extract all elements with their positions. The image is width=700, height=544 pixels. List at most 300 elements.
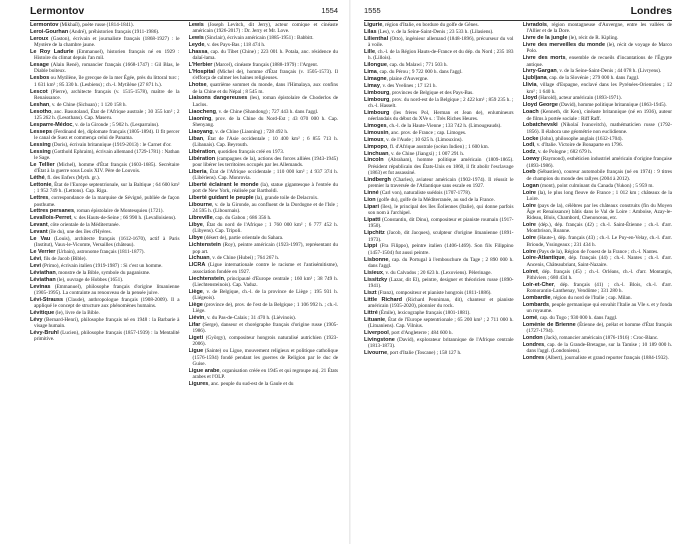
entry-definition: , quatrième sommet du monde, dans l'Himalaya, aux confins de la Chine et du Népal ; 8 545 m. [192,82,338,95]
entry-headword: Lescot [30,88,48,95]
entry-headword: Ligeti [188,335,204,342]
entry-definition: (Ligue internationale contre le racisme et l'antisémitisme), association fondée en 1927. [192,262,338,275]
entry-definition: (Haute-), dép. français (43) ; ch.-l. Le Puy-en-Velay, ch.-l. d'arr. Brioude, Yssingeaux ; 231 434 h. [526,235,672,248]
dictionary-entry [189,276,339,289]
dictionary-entry [523,342,673,355]
entry-definition: , monstre de la Bible, symbole du paganisme. [55,269,151,276]
entry-definition: (pays de la), célèbres par les châteaux construits (fin du Moyen Âge et Renaissance) bâtis dans le Val de Loire : Amboise, Azay-le-Rideau, Blois, Chambord, Chenonceau, etc. [526,202,672,222]
entry-headword: Lipatti [364,217,381,224]
entry-headword: London [522,335,543,342]
entry-definition: , cap. du Malawi ; 771 503 h. [386,62,448,69]
entry-headword: Liaisons dangereuses [188,95,248,102]
dictionary-entry [523,149,673,155]
entry-definition: (Bernard-Henri), philosophe français né en 1948 : la Barbarie à visage humain. [34,316,180,330]
entry-definition: (désert de), partie orientale du Sahara. [202,235,284,242]
right-page-number: 1555 [364,6,381,15]
dictionary-entry [523,75,673,81]
dictionary-entry [364,130,514,136]
entry-headword: Levallois-Perret [30,215,72,222]
entry-headword: Lettres persanes [30,208,75,215]
dictionary-entry [364,123,514,129]
entry-definition: (le), livre de la Bible. [54,309,100,316]
dictionary-entry [523,169,673,182]
entry-headword: Libye [188,222,203,229]
entry-definition: (Sébastien), coureur automobile français (né en 1974) : 9 titres de champion du monde des rallyes (2004 à 2012). [526,169,672,182]
dictionary-entry [523,322,673,335]
dictionary-entry [189,109,339,115]
entry-definition: (Harold), acteur américain (1893-1971). [537,95,622,102]
dictionary-entry [189,322,339,335]
entry-headword: Livry-Gargan [522,68,557,75]
right-page [350,0,700,544]
entry-headword: Le Verrier [30,249,56,256]
dictionary-entry [30,263,180,269]
left-page-columns [30,22,338,538]
dictionary-entry [189,242,339,255]
entry-headword: Loach [522,109,539,116]
entry-definition: (Nikolaï Ivanovitch), mathématicien russe (1792-1856). Il élabora une géométrie non euclidienne. [526,122,672,135]
entry-definition: (Joseph Levitch, dit Jerry), acteur comique et cinéaste américain (1926-2017) : Dr. Jerry et Mr. Love. [192,22,338,35]
entry-definition: (Jacob, dit Jacques), sculpteur d'origine lituanienne (1891-1973). [368,230,514,243]
entry-headword: Lodz [522,149,536,156]
entry-definition: (campagnes de la), actions des forces alliées (1943-1945) pour libérer les territoires occupés par les Allemands. [192,155,338,168]
entry-headword: Limbourg [364,109,390,116]
header-rule [30,20,338,21]
entry-headword: Loire [522,189,536,196]
dictionary-entry [189,95,339,108]
dictionary-entry [523,109,673,122]
entry-definition: (Roy), peintre américain (1923-1997), représentant du pop art. [192,242,338,255]
entry-definition: (îles), le principal des îles Éoliennes (Italie), qui donne parfois son nom à l'archipel. [368,203,514,217]
dictionary-entry [364,157,514,176]
entry-headword: Libye [188,235,203,242]
entry-headword: Lichtenstein [188,242,221,249]
entry-definition: (David), explorateur britannique de l'Afrique centrale (1813-1873). [368,336,514,350]
entry-headword: Liberté éclairant le monde [188,182,259,189]
entry-headword: Lesparre-Médoc [30,121,73,128]
entry-definition: , anc. peuple du sud-est de la Gaule et du [208,381,294,388]
entry-definition: , v. de la Seine-Saint-Denis ; 44 078 h. (Livryens). [556,68,662,75]
entry-definition: (Urbain), astronome français (1811-1877). [55,249,145,256]
entry-definition: (Gaston), écrivain et journaliste français (1868-1927) : le Mystère de la chambre jaune. [34,35,180,49]
entry-definition: (Ferdinand de), diplomate français (1805-1894). Il fit percer le canal de Suez et commença celui de Panama. [34,128,180,141]
entry-headword: Limousin [364,129,389,136]
entry-headword: Libourne [188,202,213,209]
dictionary-entry [523,235,673,248]
entry-headword: Ljubljana [522,75,547,82]
entry-headword: Lindbergh [364,176,391,183]
entry-headword: L'Herbier [188,62,213,69]
dictionary-entry [523,156,673,169]
entry-definition: (Lazar, dit El), peintre, designer et théoricien russe (1890-1941). [368,276,514,290]
entry-headword: Lloyd George [522,102,558,109]
entry-definition: , cap. du Gabon ; 686 356 h. [212,215,272,222]
dictionary-entry [189,149,339,155]
entry-headword: Lille [364,48,376,55]
entry-definition: , fl. d'Afrique australe (océan Indien) ; 1 600 km. [387,143,489,150]
entry-definition: , v. d'Italie. Victoire de Bonaparte en 1796. [534,142,623,149]
entry-definition: , prov. de la Chine du Nord-Est ; 43 070 000 h. Cap. Shenyang. [192,115,338,128]
left-page-header [30,5,338,19]
entry-headword: Lisbonne [364,256,389,263]
dictionary-entry [364,330,514,336]
entry-headword: Loeb [522,169,536,176]
dictionary-entry [523,95,673,101]
right-page-header [364,5,672,19]
entry-headword: Lincoln [364,157,384,164]
entry-headword: Levant [30,229,48,236]
entry-definition: (île du), une des îles d'Hyères. [47,229,112,236]
entry-definition: , dép. français (45) ; ch.-l. Orléans, ch.-l. d'arr. Montargis, Pithiviers ; 680 434 h. [526,268,672,281]
entry-definition: , anc. prov. de France ; cap. Limoges. [388,129,467,136]
entry-headword: Livre de la jungle [522,35,568,42]
entry-definition: (Primo), écrivain italien (1919-1987) : Si c'est un homme. [41,262,163,269]
entry-definition: , cap. du Togo ; 930 000 h. dans l'aggl. [537,315,618,322]
entry-definition: (Michel), homme d'État français (1603-1685). Secrétaire d'État à la guerre sous Louis XIV. Père de Louvois. [34,161,180,175]
entry-headword: Loire-Atlantique [522,255,565,262]
dictionary-entry [523,142,673,148]
entry-definition: , peuple germanique qui envahit l'Italie au VIe s. et y fonda un royaume. [526,301,672,315]
entry-headword: Liberia [188,168,207,175]
entry-definition: (Richard Penniman, dit), chanteur et pianiste américain (1935-2020), pionnier du rock. [368,296,514,310]
entry-headword: Liaoning [188,115,212,122]
entry-headword: Le Vau [30,235,51,242]
entry-headword: Libération [188,148,216,155]
dictionary-entry [189,235,339,241]
dictionary-entry [189,136,339,149]
entry-headword: Londres [522,355,545,362]
entry-headword: Lévitique [30,309,55,316]
entry-definition: (Carl von), naturaliste suédois (1707-1778). [378,190,472,197]
entry-headword: Levi [30,262,42,269]
entry-headword: Lhassa [188,48,208,55]
entry-definition: , cap. de la Slovénie ; 279 000 h. dans l'aggl. [546,75,640,82]
dictionary-entry [523,42,673,55]
dictionary-entry [30,182,180,195]
entry-definition: , État de l'Afrique occidentale ; 110 000 km² ; 4 937 374 h. (Libériens). Cap. Monrovia. [192,168,338,182]
dictionary-entry [189,262,339,275]
entry-headword: LICRA [188,262,206,269]
dictionary-entry [30,75,180,88]
entry-headword: Liaoyang [188,128,213,135]
dictionary-entry [30,102,180,108]
entry-definition: (Marcel), cinéaste français (1888-1979) : l'Argent. [212,62,319,69]
entry-definition: (Franz), compositeur et pianiste hongrois (1811-1886). [376,289,492,296]
dictionary-entry [189,335,339,348]
entry-headword: Lombardie [522,295,551,302]
entry-definition: , correspondance de la marquise de Sévigné, publiée de façon posthume. [34,195,180,208]
entry-headword: Lesbos [30,75,50,82]
dictionary-entry [523,282,673,295]
dictionary-entry [364,62,514,68]
entry-headword: Lessing [30,141,51,148]
dictionary-entry [30,29,180,35]
entry-headword: Loire [522,248,536,255]
entry-headword: Lesotho [30,108,52,115]
dictionary-entry [189,215,339,221]
entry-headword: Leyde [188,42,205,49]
entry-definition: , fl. des Enfers (Myth. gr.). [44,175,100,182]
entry-definition: (Raymond), esthéticien industriel américain d'origine française (1893-1986). [526,156,672,169]
dictionary-entry [30,175,180,181]
dictionary-entry [364,110,514,123]
entry-definition: (Charles), aviateur américain (1902-1974). Il réussit le premier la traversée de l'Atlantique sans escale en 1927. [368,176,514,190]
dictionary-entry [30,215,180,221]
dictionary-entry [189,381,339,387]
dictionary-entry [364,243,514,256]
right-page-columns [364,22,672,538]
dictionary-entry [523,122,673,135]
entry-headword: Lissitzky [364,276,388,283]
entry-headword: Limoges [364,122,387,129]
entry-headword: Linné [364,190,379,197]
entry-definition: , ensemble de recueils d'incantations de l'Égypte antique. [526,55,672,68]
entry-definition: (le), récit de voyage de Marco Polo. [526,42,672,55]
entry-definition: (Otto), ingénieur allemand (1848-1896), précurseur du vol à voile. [368,35,514,49]
dictionary-entry [364,144,514,150]
entry-definition: (György), compositeur hongrois naturalisé autrichien (1923-2006). [192,335,338,348]
entry-definition: , État de l'Europe septentrionale, sur la Baltique ; 64 600 km² ; 1 952 749 h. (Lettons). Cap. Riga. [34,182,180,195]
entry-headword: Liszt [364,289,377,296]
dictionary-entry [364,317,514,330]
entry-headword: Llivia [522,82,537,89]
entry-headword: Loire [522,222,536,229]
header-rule [364,20,672,21]
entry-headword: Limpopo [364,143,388,150]
entry-definition: (Emmanuel), historien français né en 1929 : Histoire du climat depuis l'an mil. [34,48,180,62]
entry-headword: Liaocheng [188,108,217,115]
dictionary-entry [30,122,180,128]
entry-headword: Lesage [30,62,49,69]
entry-definition: , village d'Espagne, enclavé dans les Pyrénées-Orientales ; 12 km² ; 1 640 h. [526,82,672,95]
entry-definition: (le), ouvrage de Hobbes (1651). [55,276,124,283]
entry-definition: (Alain René), romancier français (1668-1747) : Gil Blas, le Diable boiteux. [34,62,180,75]
dictionary-entry [30,249,180,255]
entry-definition: , v. de Chine (Sichuan) ; 1 120 158 h. [49,101,127,108]
dictionary-entry [523,335,673,341]
entry-definition: , État du nord de l'Afrique ; 1 760 000 km² ; 6 777 452 h. (Libyens). Cap. Tripoli. [192,222,338,235]
entry-definition: (mont), point culminant du Canada (Yukon) ; 5 959 m. [539,182,654,189]
dictionary-entry [364,310,514,316]
dictionary-entry [523,355,673,361]
entry-definition: (Gotthold Ephraim), écrivain allemand (1729-1781) : Nathan le Sage. [34,148,180,162]
dictionary-entry [364,190,514,196]
entry-definition: , cap. du Pérou ; 9 722 000 h. dans l'aggl. [376,69,463,76]
entry-headword: Libreville [188,215,213,222]
dictionary-entry [30,89,180,102]
dictionary-entry [189,42,339,48]
entry-definition: (Abraham), homme politique américain (1809-1865). Président républicain des États-Unis en 1860, il fit abolir l'esclavage (1863) et fut assassiné. [368,157,514,177]
dictionary-entry [364,270,514,276]
entry-definition: ou Mytilène, île grecque de la mer Égée, près du littoral turc ; 1 631 km² ; 85 330 h. (Lesbiens) ; ch.-l. Mytilène (27 871 h.). [34,75,180,88]
entry-headword: Léviathan [30,269,56,276]
dictionary-entry [364,197,514,203]
entry-headword: Ligures [188,381,209,388]
dictionary-entry [30,229,180,235]
entry-headword: Loiret [522,268,538,275]
entry-definition: (golfe du), golfe de la Méditerranée, au sud de la France. [375,197,495,203]
entry-definition: , cap. du Portugal à l'embouchure du Tage ; 2 890 000 h. dans l'aggl. [368,256,514,269]
dictionary-entry [364,69,514,75]
entry-definition: , v. de Pologne ; 682 679 h. [535,149,593,156]
dictionary-entry [30,270,180,276]
dictionary-entry [30,149,180,162]
dictionary-entry [523,269,673,282]
right-running-head: Londres [630,5,672,17]
text-column [364,22,514,538]
dictionary-entry [523,295,673,301]
entry-headword: Leroi-Gourhan [30,28,69,35]
entry-headword: Liban [188,135,204,142]
entry-headword: Lévi [30,256,42,263]
dictionary-entry [189,49,339,62]
entry-headword: Léthé [30,175,45,182]
entry-definition: (les frères Pol, Herman et Jean de), enlumineurs néerlandais du début du XVe s. : Très Riches Heures. [368,109,514,123]
entry-definition: , provinces de Belgique et des Pays-Bas. [389,89,474,96]
entry-definition: (Jack), romancier américain (1876-1916) : Croc-Blanc. [542,335,659,342]
dictionary-entry [30,109,180,122]
entry-headword: Lichuan [188,255,210,262]
dictionary-entry [364,76,514,82]
dictionary-entry [30,62,180,75]
entry-headword: Lilongue [364,62,387,69]
dictionary-entry [364,257,514,270]
dictionary-entry [364,277,514,290]
entry-definition: (André), préhistorien français (1911-1986). [68,28,160,35]
entry-headword: Loire [522,235,536,242]
entry-headword: Levinas [30,283,51,290]
dictionary-entry [30,297,180,310]
entry-headword: Lipchitz [364,230,385,237]
dictionary-entry [364,90,514,96]
entry-headword: Levant [30,222,48,229]
entry-definition: (les), roman épistolaire de Choderlos de Laclos. [192,95,338,108]
entry-definition: (Mikhaïl), poète russe (1814-1841). [58,22,134,28]
dictionary-entry [364,137,514,143]
entry-definition: (la), statue gigantesque à l'entrée du port de New York, réalisée par Bartholdi. [192,182,338,195]
entry-headword: Littré [364,309,378,316]
entry-headword: Loewy [522,156,540,163]
entry-headword: Livre des merveilles du monde [522,42,606,49]
entry-headword: Ligue [188,348,204,355]
dictionary-entry [189,62,339,68]
entry-definition: (Doris), écrivain britannique (1919-2013) : le Carnet d'or. [50,141,172,148]
entry-headword: Lloyd [522,95,538,102]
entry-headword: Lewis [188,22,204,28]
entry-definition: , v. de Chine (Liaoning) ; 728 492 h. [212,128,289,135]
dictionary-entry [523,35,673,41]
dictionary-entry [523,203,673,222]
entry-headword: Lifar [188,321,201,328]
entry-definition: , région du nord de l'Italie ; cap. Milan. [550,295,632,302]
entry-definition: (Étienne de), prélat et homme d'État français (1727-1794). [526,321,672,335]
entry-headword: Liechtenstein [188,275,224,282]
entry-definition: , v. du Calvados ; 20 623 h. (Lexoviens). Pèlerinage. [382,269,492,276]
entry-definition: , v. des Yvelines ; 17 121 h. [379,82,437,89]
dictionary-entry [364,177,514,190]
entry-definition: (dép.), dép. français (42) ; ch.-l. Saint-Étienne ; ch.-l. d'arr. Montbrison, Roanne. [526,222,672,235]
entry-definition: (Constantin, dit Dinu), compositeur et pianiste roumain (1917-1950). [368,217,514,230]
entry-headword: Limbourg [364,89,390,96]
entry-headword: Léviathan [30,276,56,283]
dictionary-entry [364,217,514,230]
dictionary-entry [189,182,339,195]
dictionary-entry [30,330,180,343]
dictionary-entry [523,183,673,189]
dictionary-entry [364,151,514,157]
dictionary-entry [364,350,514,356]
left-page-number: 1554 [321,6,338,15]
entry-headword: Lessing [30,148,51,155]
entry-headword: Ligurie [364,22,383,28]
entry-definition: , v. de Chine (Shandong) ; 727 443 h. dans l'aggl. [216,108,319,115]
dictionary-entry [189,255,339,261]
entry-headword: Lobatchevski [522,122,558,129]
entry-headword: Livingstone [364,336,395,343]
entry-headword: Loménie de Brienne [522,321,576,328]
dictionary-entry [364,29,514,35]
entry-headword: Lituanie [364,316,386,323]
dictionary-entry [364,290,514,296]
entry-headword: Le Roy Ladurie [30,48,74,55]
dictionary-entry [189,129,339,135]
entry-definition: (Michel de), homme d'État français (v. 1505-1573). Il s'efforça de calmer les haines religieuses. [192,69,338,82]
entry-headword: Leroux [30,35,49,42]
entry-definition: (Louis), architecte français (1612-1670), actif à Paris (Institut), Vaux-le-Vicomte, Versailles (château). [34,235,180,249]
dictionary-entry [30,36,180,49]
entry-headword: Livourne [364,350,388,357]
dictionary-entry [189,202,339,215]
entry-definition: , dép. français (41) ; ch.-l. Blois, ch.-l. d'arr. Romorantin-Lanthenay, Vendôme ; 331 280 h. [526,281,672,295]
dictionary-entry [30,277,180,283]
dictionary-entry [364,49,514,62]
dictionary-entry [30,317,180,330]
entry-headword: Liévin [188,315,205,322]
dictionary-entry [523,55,673,68]
entry-definition: , v. de la Gironde ; 5 902 h. (Lesparrains). [72,121,160,128]
entry-headword: Lippi [364,243,378,250]
entry-headword: Limbourg [364,96,390,103]
entry-headword: Lermontov [30,22,59,28]
dictionary-entry [30,256,180,262]
dictionary-entry [523,136,673,142]
entry-headword: Lodi [522,142,535,149]
entry-headword: L'Hospital [188,69,215,76]
dictionary-entry [189,315,339,321]
entry-headword: Locke [522,135,539,142]
dictionary-entry [523,190,673,203]
dictionary-entry [364,83,514,89]
text-column [30,22,180,538]
dictionary-entry [364,22,514,28]
dictionary-entry [189,35,339,41]
entry-definition: , dép. français (44) ; ch.-l. Nantes ; ch.-l. d'arr. Ancenis, Châteaubriant, Saint-Nazaire. [526,255,672,268]
entry-headword: Lilienthal [364,35,389,42]
entry-definition: (David), homme politique britannique (1863-1945). [557,102,667,109]
dictionary-entry [30,236,180,249]
entry-headword: Lettres [30,195,49,202]
entry-headword: Ligue arabe [188,367,220,374]
entry-definition: (Sinclair), écrivain américain (1885-1951) : Babbitt. [203,35,314,42]
entry-headword: Limay [364,82,380,89]
entry-definition: (Claude), anthropologue français (1908-2009). Il a appliqué le concept de structure aux phénomènes humains. [34,296,180,310]
dictionary-entry [189,368,339,381]
entry-headword: Lhotse [188,82,207,89]
dictionary-entry [189,69,339,82]
entry-definition: (Pays de la), Région de l'ouest de la France ; ch.-l. Nantes. [535,248,659,255]
dictionary-entry [523,315,673,321]
entry-definition: , quotidien français créé en 1973. [215,148,285,155]
